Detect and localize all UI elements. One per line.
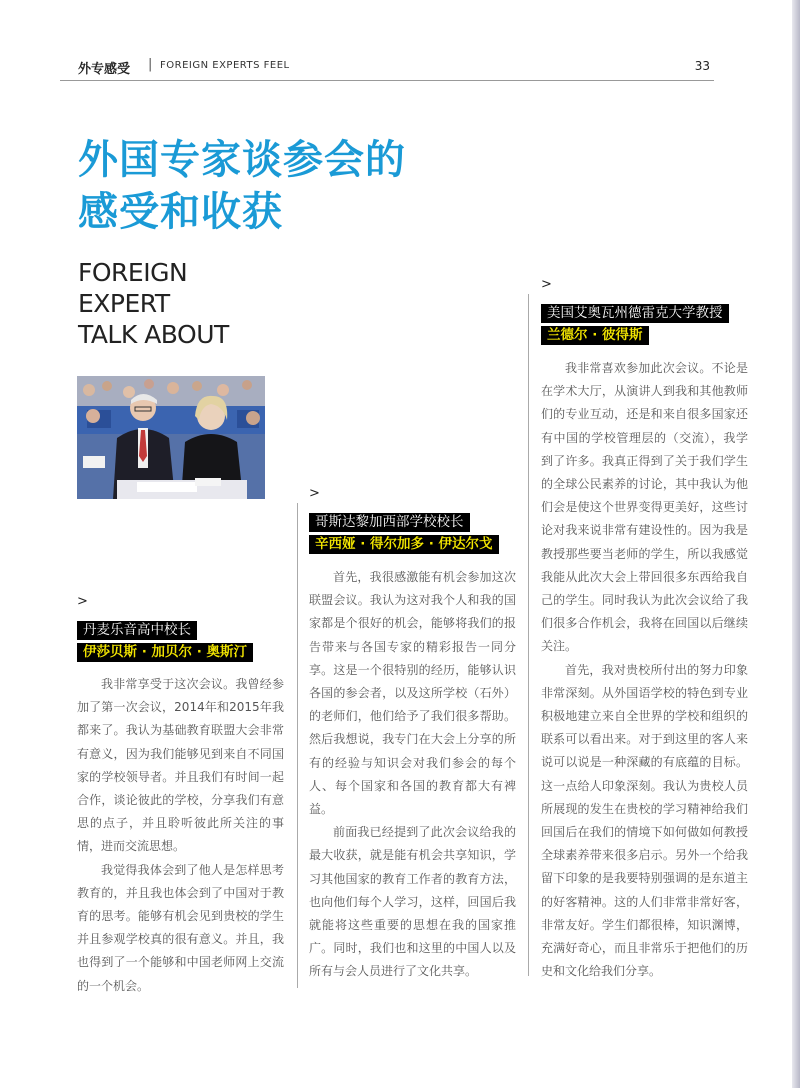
testimony-paragraph: 我觉得我体会到了他人是怎样思考教育的，并且我也体会到了中国对于教育的思考。能够有机会见到贵校的学生并且参观学校真的很有意义。并且，我也得到了一个能够和中国老师网上交流的一个机会。	[77, 862, 284, 993]
testimony-paragraph: 前面我已经提到了此次会议给我的最大收获，就是能有机会共享知识，学习其他国家的教育工作者的教育方法，也向他们每个人学习，这样，回国后我就能将这些重要的思想在我的国家推广。同时，我们也和这里的中国人以及所有与会人员进行了文化共享。	[309, 825, 516, 979]
page-number: 33	[694, 59, 710, 73]
section-arrow: >	[77, 594, 88, 609]
running-header	[60, 58, 714, 76]
title-en-line1: FOREIGN	[78, 258, 188, 287]
section-title-cn: 外专感受	[78, 62, 131, 77]
testimony-paragraph: 首先，我很感激能有机会参加这次联盟会议。我认为这对我个人和我的国家都是个很好的机会，能够将我们的报告带来与各国专家的精彩报告一同分享。这是一个很特别的经历，能够认识各国的参会者，以及这所学校（石外）的老师们，他们给予了我们很多帮助。然后我想说，我专门在大会上分享的所有的经验与知识会对我们参会的每个人、每个国家和各国的教育都大有裨益。	[309, 570, 516, 817]
testimony-paragraph: 首先，我对贵校所付出的努力印象非常深刻。从外国语学校的特色到专业积极地建立来自全世界的学校和组织的联系可以看出来。对于到这里的客人来说可以说是一种深藏的有底蕴的目标。这一点给人印象深刻。我认为贵校人员所展现的发生在贵校的学习精神给我们回国后在我们的情境下如何做如何教授全球素养带来很多启示。另外一个给我留下印象的是我要特别强调的是东道主的好客精神。这的人们非常非常好客，非常友好。学生们都很棒，知识渊博，充满好奇心，而且非常乐于把他们的历史和文化给我们分享。	[541, 662, 748, 979]
expert-testimony	[77, 673, 284, 998]
expert-role-label: 哥斯达黎加西部学校校长	[309, 513, 470, 532]
header-rule	[60, 80, 714, 81]
section-title-en: FOREIGN EXPERTS FEEL	[160, 60, 290, 71]
section-arrow: >	[541, 277, 552, 292]
expert-testimony	[309, 566, 516, 984]
article-title-en	[78, 257, 229, 350]
column-divider	[528, 294, 529, 976]
expert-name-label: 辛西娅 · 得尔加多 · 伊达尔戈	[309, 535, 499, 554]
testimony-paragraph: 我非常喜欢参加此次会议。不论是在学术大厅，从演讲人到我和其他教师们的专业互动，还是和来自很多国家还有中国的学校管理层的（交流），我学到了许多。我真正得到了关于我们学生的全球公民素养的讨论，其中我认为他们会是使这个世界变得更美好，这些讨论对我来说非常有建设性的。因为我是教授那些要当老师的学生，所以我感觉我能从此次大会上带回很多东西给我自己的学生。同时我认为此次会议给了我们很多合作机会，我将在回国以后继续关注。	[541, 361, 748, 654]
column-divider	[297, 503, 298, 988]
section-arrow: >	[309, 486, 320, 501]
expert-role-label: 丹麦乐音高中校长	[77, 621, 197, 640]
expert-name-label: 伊莎贝斯 · 加贝尔 · 奥斯汀	[77, 643, 253, 662]
conference-photo	[77, 376, 265, 499]
title-en-line3: TALK ABOUT	[78, 320, 229, 349]
title-cn-line2: 感受和收获	[78, 189, 283, 235]
title-cn-line1: 外国专家谈参会的	[78, 137, 406, 183]
article-title-cn	[78, 134, 406, 238]
expert-name-label: 兰德尔 · 彼得斯	[541, 326, 649, 345]
section-separator: |	[148, 57, 153, 72]
title-en-line2: EXPERT	[78, 289, 170, 318]
testimony-paragraph: 我非常享受于这次会议。我曾经参加了第一次会议，2014年和2015年我都来了。我认为基础教育联盟大会非常有意义，因为我们能够见到来自不同国家的学校领导者。并且我们有时间一起合作，谈论彼此的学校，分享我们有意思的点子，并且聆听彼此所关注的事情，进而交流思想。	[77, 677, 284, 854]
expert-role-label: 美国艾奥瓦州德雷克大学教授	[541, 304, 729, 323]
expert-testimony	[541, 357, 748, 983]
page-spine-shadow	[792, 0, 800, 1088]
